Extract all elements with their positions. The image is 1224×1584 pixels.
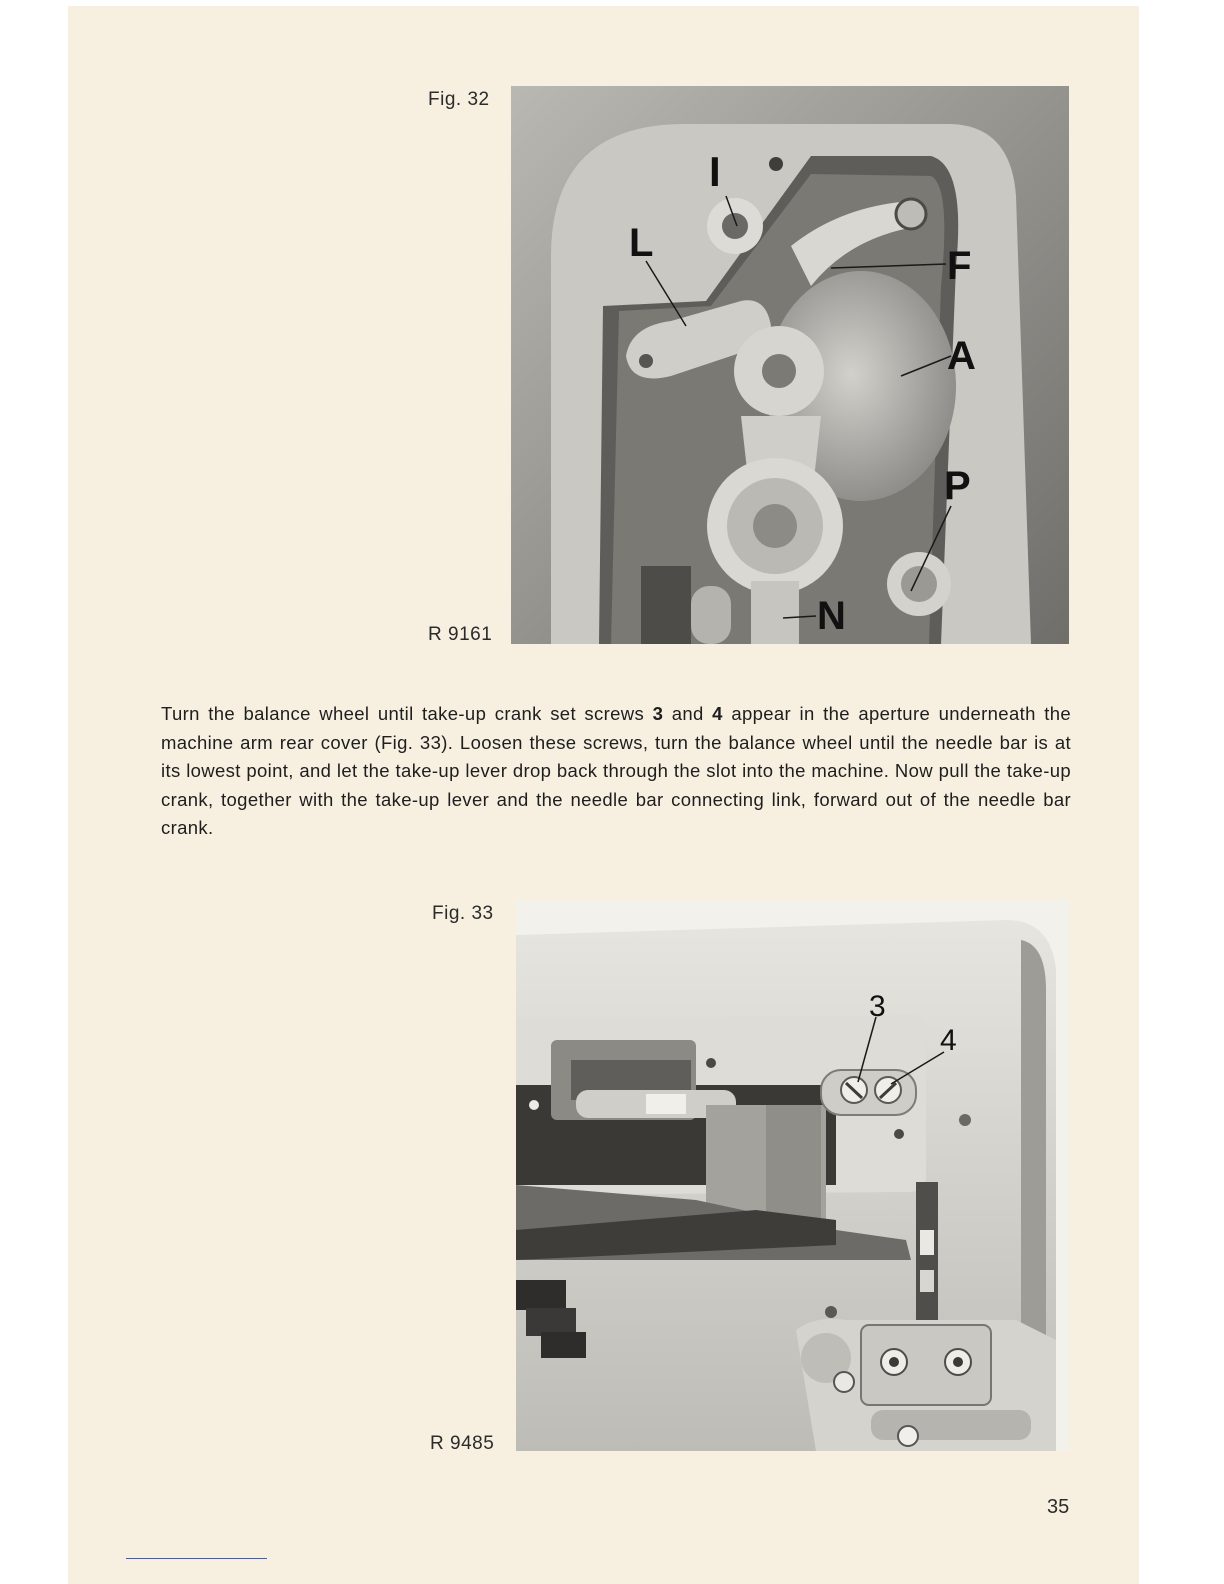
figure-33-label: Fig. 33: [432, 903, 494, 924]
figure-33-reference: R 9485: [430, 1433, 495, 1454]
callout-L: L: [629, 221, 654, 265]
paragraph-text: Turn the balance wheel until take-up crank set screws: [161, 703, 653, 724]
figure-32-label: Fig. 32: [428, 89, 490, 110]
instruction-paragraph: [161, 700, 1071, 843]
figure-33-photo: [516, 900, 1069, 1451]
figure-32-reference: R 9161: [428, 624, 493, 645]
paragraph-text: appear in the aperture underneath the machine arm rear cover (Fig. 33). Loosen these screws, turn the balance wheel until the needle bar is at its lowest point, and let the take-up lever drop back through the slot into the machine. Now pull the take-up crank, together with the take-up lever and the needle bar connecting link, forward out of the needle bar crank.: [161, 703, 1071, 839]
callout-F: F: [947, 244, 972, 288]
screw-4-ref: 4: [712, 703, 723, 724]
callout-4: 4: [940, 1024, 957, 1057]
screw-3-ref: 3: [652, 703, 664, 724]
callout-A: A: [947, 334, 976, 378]
callout-3: 3: [869, 990, 886, 1023]
page-number: 35: [1047, 1496, 1070, 1518]
paragraph-text: and: [663, 703, 713, 724]
figure-32-photo: [511, 86, 1069, 644]
callout-P: P: [944, 464, 971, 508]
footer-link-underline[interactable]: [126, 1558, 267, 1559]
callout-I: I: [709, 148, 721, 195]
callout-N: N: [817, 594, 846, 638]
